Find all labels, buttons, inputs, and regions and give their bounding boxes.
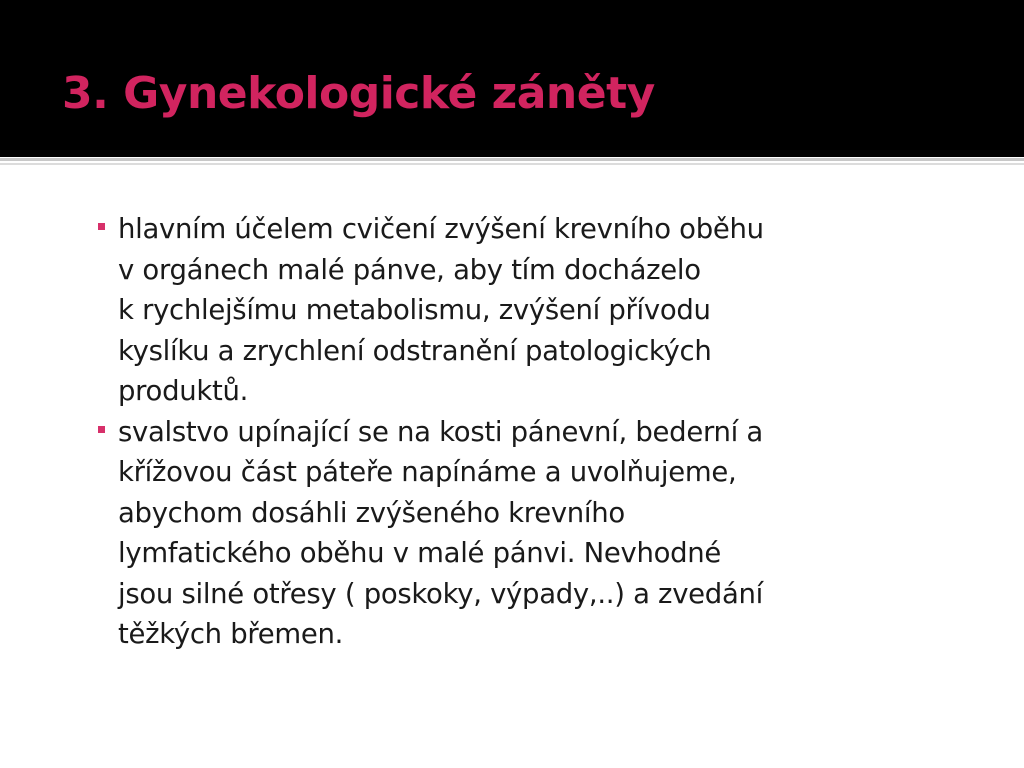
bullet-line: k rychlejšímu metabolismu, zvýšení přívodu [118,294,711,326]
bullet-text [108,412,978,655]
bullet-line: jsou silné otřesy ( poskoky, výpady,..) a zvedání [118,577,763,610]
bullet-line: hlavním účelem cvičení zvýšení krevního oběhu [118,213,764,245]
divider-line [0,158,1024,161]
bullet-square-icon [98,223,105,230]
bullet-item [98,412,978,655]
bullet-item [98,209,978,412]
divider-line-thin [0,163,1024,165]
slide-title: 3. Gynekologické záněty [62,68,655,119]
bullet-line: abychom dosáhli zvýšeného krevního [118,496,625,529]
bullet-line: lymfatického oběhu v malé pánvi. Nevhodné [118,537,722,569]
bullet-text [108,209,978,412]
bullet-line: kyslíku a zrychlení odstranění patologických [118,334,712,367]
bullet-line: těžkých břemen. [118,618,344,650]
bullet-line: produktů. [118,375,249,407]
bullet-line: v orgánech malé pánve, aby tím docházelo [118,253,701,286]
bullet-line: svalstvo upínající se na kosti pánevní, bederní a [118,415,763,448]
title-bar [0,0,1024,157]
bullet-square-icon [98,426,105,433]
slide-body [98,209,978,655]
bullet-line: křížovou část páteře napínáme a uvolňujeme, [118,456,737,488]
